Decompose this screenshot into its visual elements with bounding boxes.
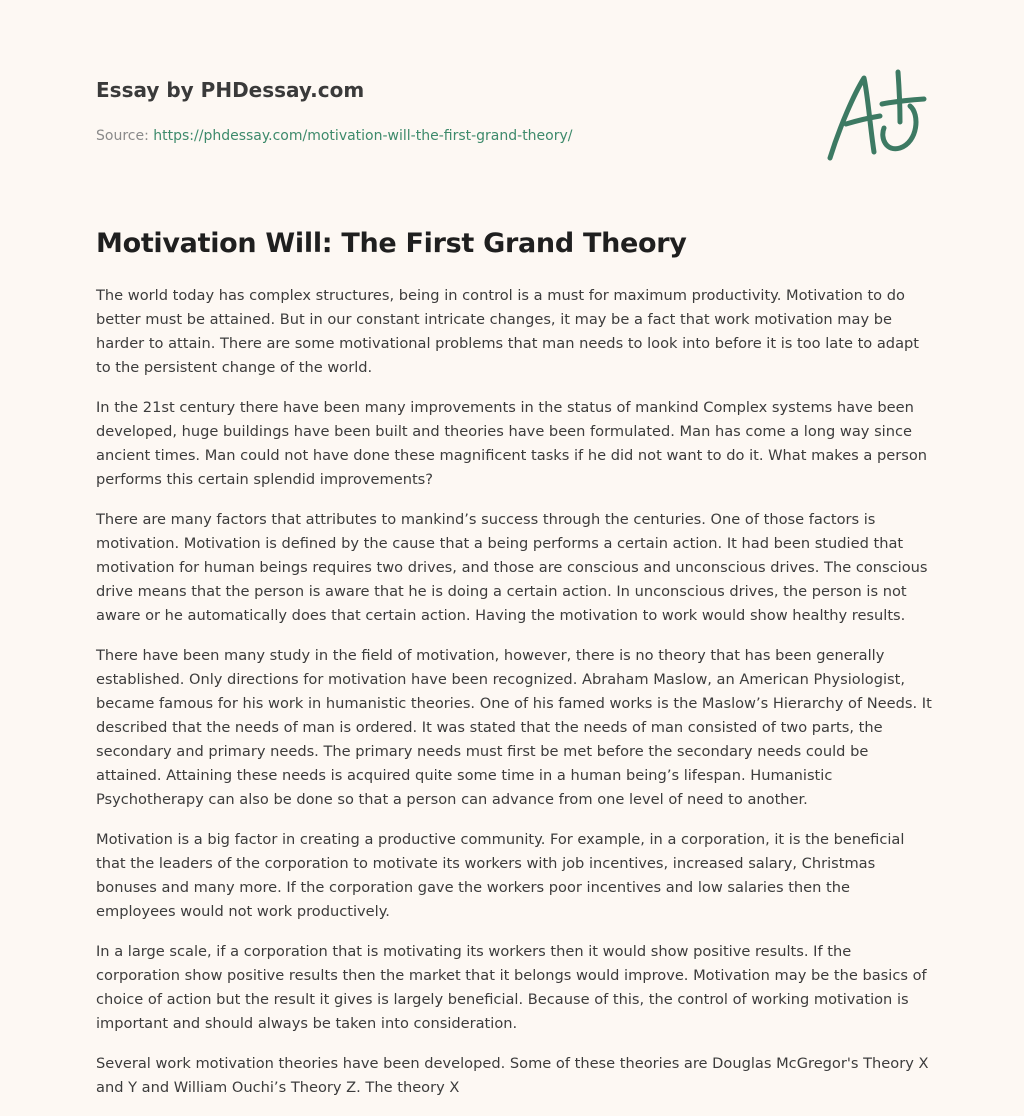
brand-title: Essay by PHDessay.com — [96, 78, 365, 102]
paragraph: There have been many study in the field of motivation, however, there is no theory that has been generally established. Only directions for motivation have been recognized. Abraham Maslow, an American Physiologist, became famous for his work in humanistic theories. One of his famed works is the Maslow’s Hierarchy of Needs. It described that the needs of man is ordered. It was stated that the needs of man consisted of two parts, the secondary and primary needs. The primary needs must first be met before the secondary needs could be attained. Attaining these needs is acquired quite some time in a human being’s lifespan. Humanistic Psychotherapy can also be done so that a person can advance from one level of need to another. — [96, 647, 932, 808]
source-label: Source: — [96, 128, 154, 144]
paragraph: Motivation is a big factor in creating a productive community. For example, in a corporation, it is the beneficial that the leaders of the corporation to motivate its workers with job incentives, increased salary, Christmas bonuses and many more. If the corporation gave the workers poor incentives and low salaries then the employees would not work productively. — [96, 831, 905, 920]
source-link[interactable]: https://phdessay.com/motivation-will-the-first-grand-theory/ — [153, 128, 573, 144]
paragraph: In a large scale, if a corporation that is motivating its workers then it would show positive results. If the corporation show positive results then the market that it belongs would improve. Motivation may be the basics of choice of action but the result it gives is largely beneficial. Because of this, the control of working motivation is important and should always be taken into consideration. — [96, 943, 927, 1032]
article-body — [96, 284, 932, 1116]
paragraph: The world today has complex structures, being in control is a must for maximum productivity. Motivation to do better must be attained. But in our constant intricate changes, it may be a fact that work motivation may be harder to attain. There are some motivational problems that man needs to look into before it is too late to adapt to the persistent change of the world. — [96, 287, 919, 376]
paragraph: Several work motivation theories have been developed. Some of these theories are Douglas McGregor's Theory X and Y and William Ouchi’s Theory Z. The theory X — [96, 1055, 929, 1096]
source-line — [96, 126, 816, 146]
paragraph: In the 21st century there have been many improvements in the status of mankind Complex systems have been developed, huge buildings have been built and theories have been formulated. Man has come a long way since ancient times. Man could not have done these magnificent tasks if he did not want to do it. What makes a person performs this certain splendid improvements? — [96, 399, 928, 488]
paragraph: There are many factors that attributes to mankind’s success through the centuries. One of those factors is motivation. Motivation is defined by the cause that a being performs a certain action. It had been studied that motivation for human beings requires two drives, and those are conscious and unconscious drives. The conscious drive means that the person is aware that he is doing a certain action. In unconscious drives, the person is not aware or he automatically does that certain action. Having the motivation to work would show healthy results. — [96, 511, 928, 624]
page-header — [96, 76, 816, 146]
page-title: Motivation Will: The First Grand Theory — [96, 228, 687, 259]
a-plus-grade-icon — [820, 66, 930, 166]
